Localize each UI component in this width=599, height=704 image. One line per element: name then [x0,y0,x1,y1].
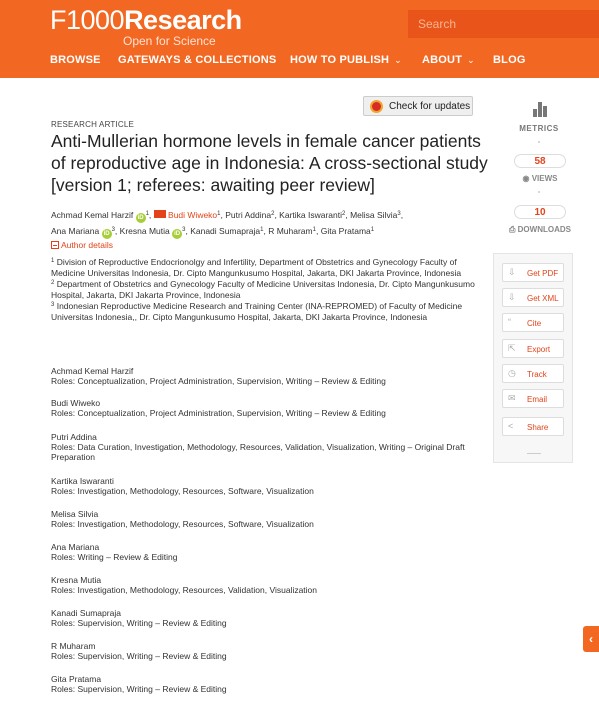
role-item: Putri Addina Roles: Data Curation, Investigation, Methodology, Resources, Validation, Visualization, Writing – Original Draft Preparation [51,432,465,462]
orcid-icon[interactable]: iD [174,231,181,237]
affiliation-item: $^3$ Indonesian Reproductive Medicine Research and Training Center (INA-REPROMED) of Faculty of Medicine Universitas Indonesia,, Dr. Cipto Mangunkusumo Hospital, Jakarta, DKI Jakarta Province, Indonesia [51,301,463,322]
search-placeholder: Search [418,17,457,31]
share-button[interactable]: < Share [502,417,564,436]
check-for-updates-button[interactable]: Check for updates [363,96,473,116]
downloads-count: 10 [514,205,566,219]
role-item: Gita Pratama Roles: Supervision, Writing – Review & Editing [51,674,227,694]
email-icon[interactable] [154,210,166,218]
collapse-icon [51,241,59,249]
quote-icon: “ [508,317,511,327]
logo-research: Research [124,5,242,35]
author-name[interactable]: Achmad Kemal Harzif [51,210,134,220]
orcid-icon[interactable]: iD [103,231,110,237]
author-name-corresponding[interactable]: Budi Wiweko [168,210,218,220]
export-button[interactable]: ⇱ Export [502,339,564,358]
nav-about[interactable]: ABOUT ⌄ [422,54,475,66]
nav-blog[interactable]: BLOG [493,54,526,66]
role-item: R Muharam Roles: Supervision, Writing – Review & Editing [51,641,227,661]
views-label: ◉ VIEWS [522,174,558,183]
metrics-label: METRICS [519,124,559,133]
author-name[interactable]: Putri Addina [225,210,272,220]
clock-icon: ◷ [508,368,516,378]
nav-gateways-collections[interactable]: GATEWAYS & COLLECTIONS [118,54,277,66]
metrics-panel[interactable] [505,97,573,245]
author-list: Achmad Kemal Harzif $iD^1$, Budi Wiweko$^1$, Putri Addina$^2$, Kartika Iswaranti$^2$, Melisa Silvia$^3$, Ana Mariana $iD^3$, Kresna Mutia $iD^3$, Kanadi Sumapraja$^1$, R Muharam$^1$, Gita Pratama$^1$ [51,210,404,237]
cite-button[interactable]: “ Cite [502,313,564,332]
email-button[interactable]: ✉ Email [502,389,564,408]
role-item: Kresna Mutia Roles: Investigation, Methodology, Resources, Validation, Visualization [51,575,318,595]
chevron-down-icon: ⌄ [467,55,475,65]
role-item: Melisa Silvia Roles: Investigation, Methodology, Resources, Software, Visualization [51,509,314,529]
pdf-icon: ⇩ [508,267,516,277]
article-tools-panel [493,253,573,463]
share-icon: < [508,421,514,431]
chevron-down-icon: ⌄ [394,55,402,65]
search-input[interactable] [408,10,599,38]
chevron-left-icon: ‹ [589,632,593,646]
author-name[interactable]: Ana Mariana [51,226,100,236]
top-header [0,0,599,78]
get-pdf-button[interactable]: ⇩ Get PDF [502,263,564,282]
author-name[interactable]: Melisa Silvia [350,210,398,220]
nav-how-to-publish[interactable]: HOW TO PUBLISH ⌄ [290,54,402,66]
author-name[interactable]: Kanadi Sumapraja [190,226,261,236]
side-panel-toggle[interactable] [583,626,599,652]
email-icon: ✉ [508,393,516,403]
author-name[interactable]: R Muharam [268,226,313,236]
crossmark-icon [370,100,383,113]
logo-tagline: Open for Science [123,34,216,48]
xml-icon: ⇩ [508,292,516,302]
logo-f1000: F1000 [50,5,125,35]
author-name[interactable]: Kartika Iswaranti [279,210,343,220]
author-details-toggle[interactable]: Author details [51,240,113,250]
author-name[interactable]: Kresna Mutia [119,226,170,236]
orcid-icon[interactable]: iD [137,215,144,221]
download-icon: ⎙ [509,225,516,234]
eye-icon: ◉ [522,174,530,183]
f1000research-logo[interactable] [50,5,242,48]
affiliation-item: $^2$ Department of Obstetrics and Gynecology Faculty of Medicine Universitas Indonesia, Dr. Cipto Mangunkusumo Hospital, Jakarta, DKI Jakarta Province, Indonesia [51,279,475,300]
author-name[interactable]: Gita Pratama [320,226,371,236]
views-count: 58 [514,154,566,168]
downloads-label: ⎙ DOWNLOADS [509,225,571,234]
panel-divider [527,453,541,454]
nav-browse[interactable]: BROWSE [50,54,101,66]
article-title: Anti-Mullerian hormone levels in female cancer patients of reproductive age in Indonesia: A cross-sectional study [version 1; referees: awaiting peer review] [51,131,488,195]
export-icon: ⇱ [508,343,516,353]
track-button[interactable]: ◷ Track [502,364,564,383]
article-type: RESEARCH ARTICLE [51,120,135,129]
role-item: Budi Wiweko Roles: Conceptualization, Project Administration, Supervision, Writing – Review & Editing [51,398,386,418]
role-item: Kartika Iswaranti Roles: Investigation, Methodology, Resources, Software, Visualization [51,476,314,496]
role-item: Kanadi Sumapraja Roles: Supervision, Writing – Review & Editing [51,608,227,628]
get-xml-button[interactable]: ⇩ Get XML [502,288,564,307]
role-item: Achmad Kemal Harzif Roles: Conceptualization, Project Administration, Supervision, Writing – Review & Editing [51,366,386,386]
affiliation-item: $^1$ Division of Reproductive Endocrionolgy and Infertility, Department of Obstetrics and Gynecology Faculty of Medicine Universitas Indonesia, Dr. Cipto Mangunkusumo Hospital, Jakarta, DKI Jakarta Province, Indonesia [51,257,462,278]
affiliations [51,256,481,322]
role-item: Ana Mariana Roles: Writing – Review & Editing [51,542,178,562]
